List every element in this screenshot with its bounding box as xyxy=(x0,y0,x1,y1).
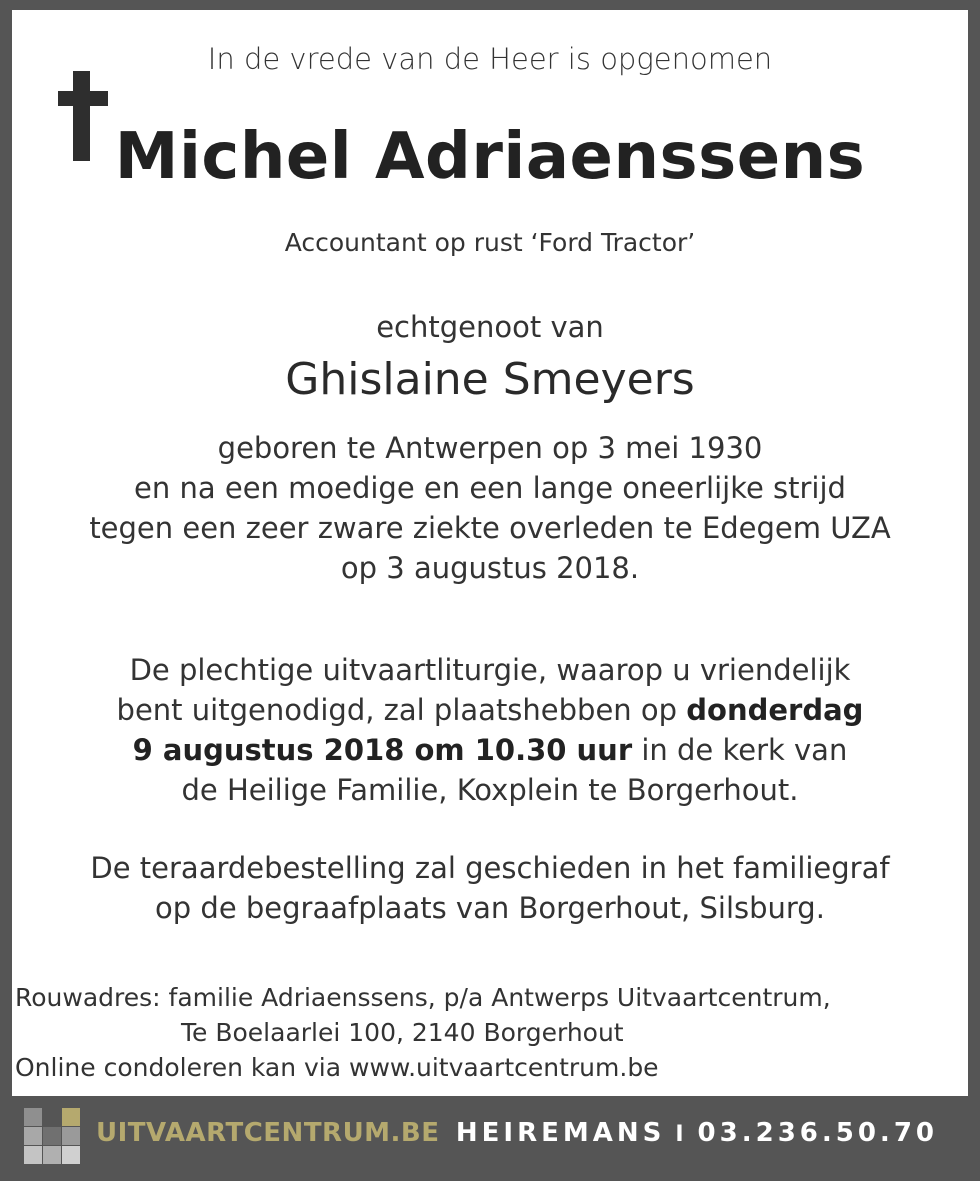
company-name: HEIREMANS xyxy=(455,1118,666,1148)
bio-line: en na een moedige en een lange oneerlijke strijd xyxy=(134,471,846,505)
bio-block xyxy=(12,428,968,588)
bio-line: geboren te Antwerpen op 3 mei 1930 xyxy=(217,431,763,465)
funeral-line: De plechtige uitvaartliturgie, waarop u vriendelijk xyxy=(129,653,851,687)
funeral-block xyxy=(12,650,968,810)
phone-number: 03.236.50.70 xyxy=(697,1118,938,1148)
address-line: Te Boelaarlei 100, 2140 Borgerhout xyxy=(181,1018,624,1047)
funeral-day: donderdag xyxy=(686,693,864,727)
spouse-name: Ghislaine Smeyers xyxy=(285,354,695,405)
spouse-label: echtgenoot van xyxy=(376,310,604,344)
burial-block xyxy=(12,848,968,928)
obituary-card xyxy=(12,10,968,1096)
separator: I xyxy=(675,1122,688,1147)
deceased-name: Michel Adriaenssens xyxy=(114,120,866,194)
funeral-text: bent uitgenodigd, zal plaatshebben op xyxy=(116,693,687,727)
funeral-line xyxy=(12,730,968,770)
brand-name: UITVAARTCENTRUM.BE xyxy=(96,1118,440,1148)
funeral-text: in de kerk van xyxy=(632,733,848,767)
bio-line: tegen een zeer zware ziekte overleden te Edegem UZA xyxy=(89,511,891,545)
address-block xyxy=(15,980,831,1085)
address-line: Rouwadres: familie Adriaenssens, p/a Antwerps Uitvaartcentrum, xyxy=(15,983,831,1012)
bio-line: op 3 augustus 2018. xyxy=(340,551,640,585)
intro-text: In de vrede van de Heer is opgenomen xyxy=(207,42,773,76)
funeral-line: de Heilige Familie, Koxplein te Borgerhout. xyxy=(181,773,799,807)
burial-line: op de begraafplaats van Borgerhout, Silsburg. xyxy=(155,891,825,925)
logo-icon xyxy=(24,1108,80,1164)
profession: Accountant op rust ‘Ford Tractor’ xyxy=(284,228,696,257)
contact-info xyxy=(456,1118,938,1148)
online-condolence: Online condoleren kan via www.uitvaartcentrum.be xyxy=(15,1053,659,1082)
footer-bar xyxy=(0,1096,980,1181)
burial-line: De teraardebestelling zal geschieden in het familiegraf xyxy=(90,851,890,885)
funeral-line xyxy=(12,690,968,730)
funeral-datetime: 9 augustus 2018 om 10.30 uur xyxy=(132,733,633,767)
